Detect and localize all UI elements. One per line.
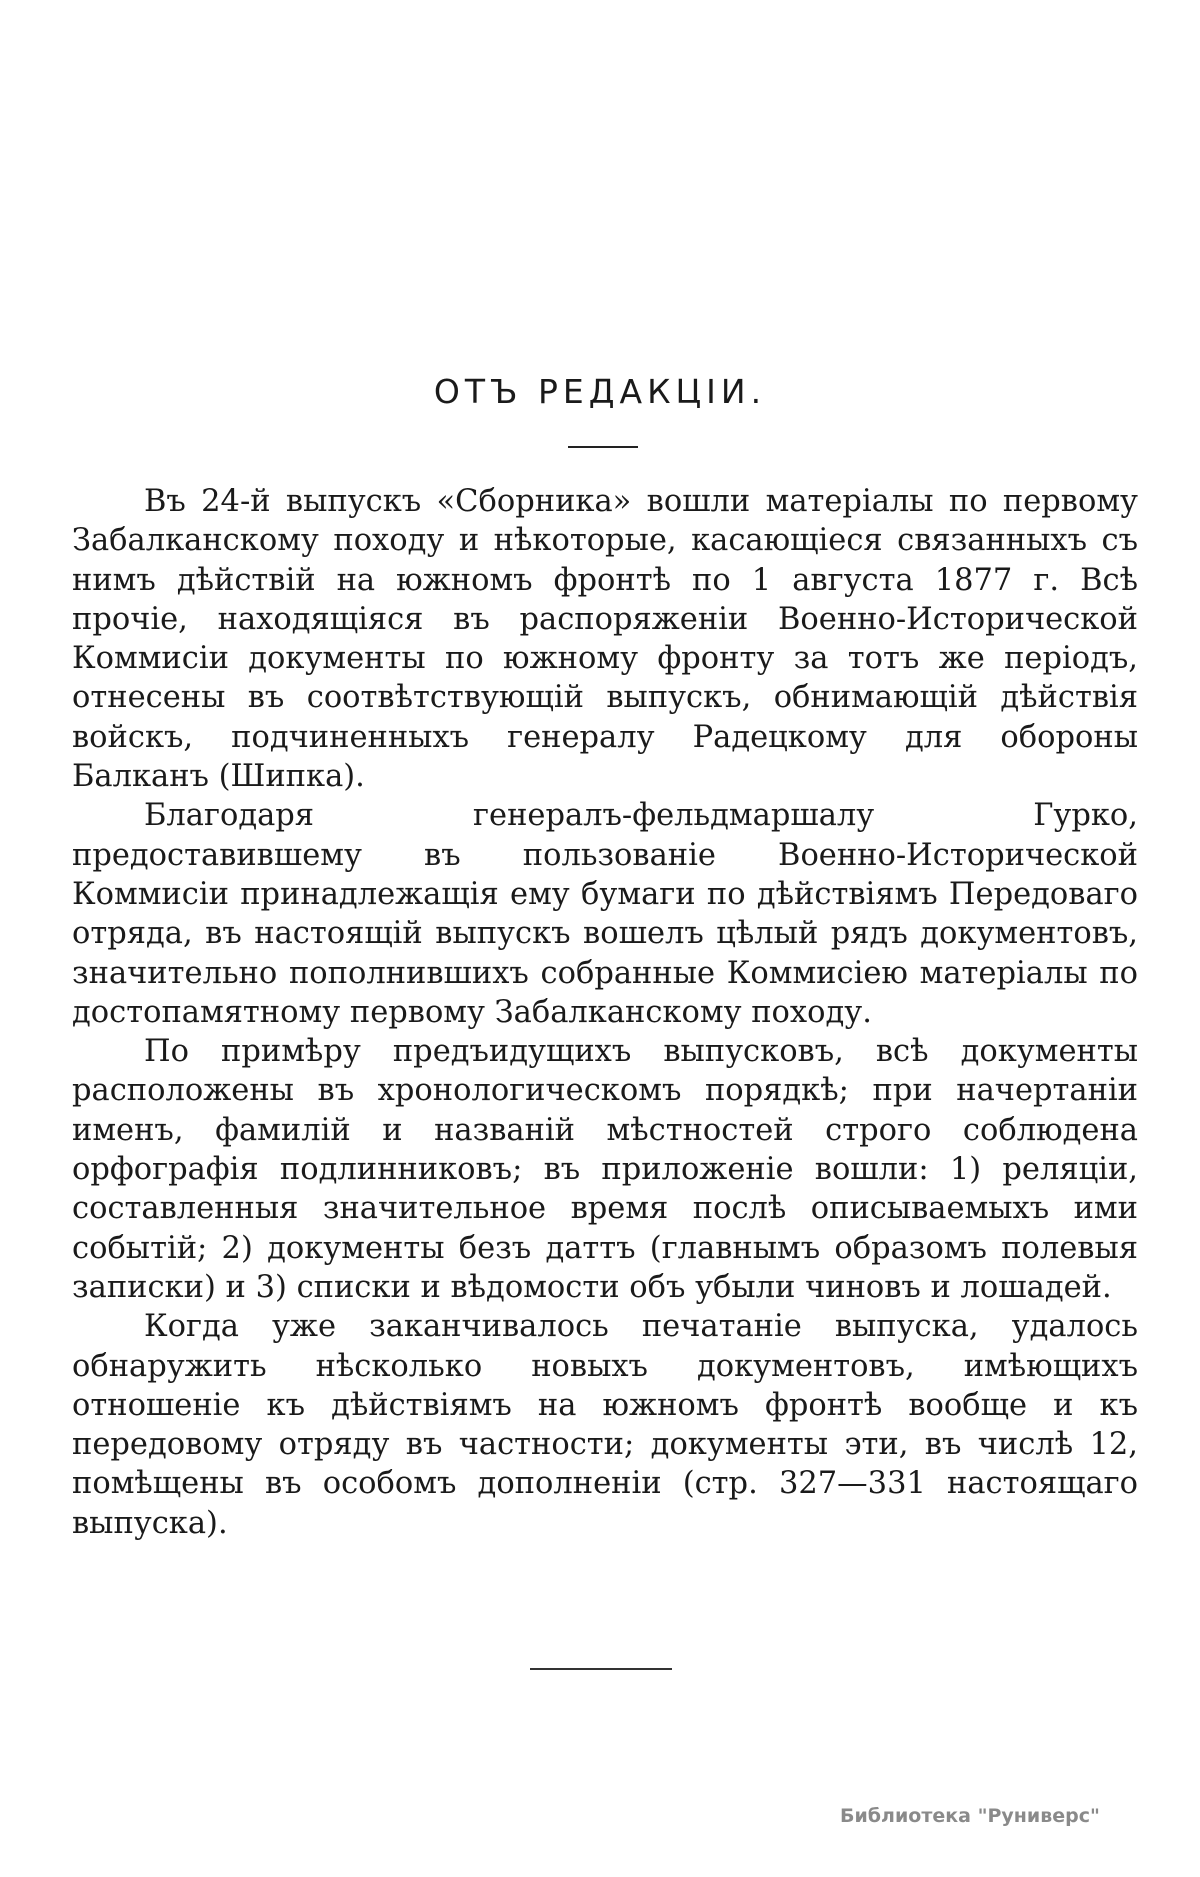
body-text	[72, 482, 1138, 1543]
paragraph-2: Благодаря генералъ-фельдмаршалу Гурко, предоставившему въ пользованіе Военно-Исторической Коммисіи принадлежащія ему бумаги по дѣйствіямъ Передоваго отряда, въ настоящій выпускъ вошелъ цѣлый рядъ документовъ, значительно пополнившихъ собранные Коммисіею матеріалы по достопамятному первому Забалканскому походу.	[72, 798, 1138, 1030]
paragraph-1: Въ 24-й выпускъ «Сборника» вошли матеріалы по первому Забалканскому походу и нѣкоторые, касающіеся связанныхъ съ нимъ дѣйствій на южномъ фронтѣ по 1 августа 1877 г. Всѣ прочіе, находящіяся въ распоряженіи Военно-Исторической Коммисіи документы по южному фронту за тотъ же періодъ, отнесены въ соотвѣтствующій выпускъ, обнимающій дѣйствія войскъ, подчиненныхъ генералу Радецкому для обороны Балканъ (Шипка).	[72, 484, 1138, 795]
paragraph-3: По примѣру предъидущихъ выпусковъ, всѣ документы расположены въ хронологическомъ порядкѣ; при начертаніи именъ, фамилій и названій мѣстностей строго соблюдена орфографія подлинниковъ; въ приложеніе вошли: 1) реляціи, составленныя значительное время послѣ описываемыхъ ими событій; 2) документы безъ даттъ (главнымъ образомъ полевыя записки) и 3) списки и вѣдомости объ убыли чиновъ и лошадей.	[72, 1034, 1138, 1305]
library-watermark: Библиотека "Руниверс"	[840, 1805, 1100, 1827]
paragraph-4: Когда уже заканчивалось печатаніе выпуска, удалось обнаружить нѣсколько новыхъ документовъ, имѣющихъ отношеніе къ дѣйствіямъ на южномъ фронтѣ вообще и къ передовому отряду въ частности; документы эти, въ числѣ 12, помѣщены въ особомъ дополненіи (стр. 327—331 настоящаго выпуска).	[72, 1309, 1138, 1541]
end-divider	[530, 1668, 672, 1670]
title-divider	[568, 446, 638, 448]
page-title: ОТЪ РЕДАКЦIИ.	[433, 372, 767, 411]
